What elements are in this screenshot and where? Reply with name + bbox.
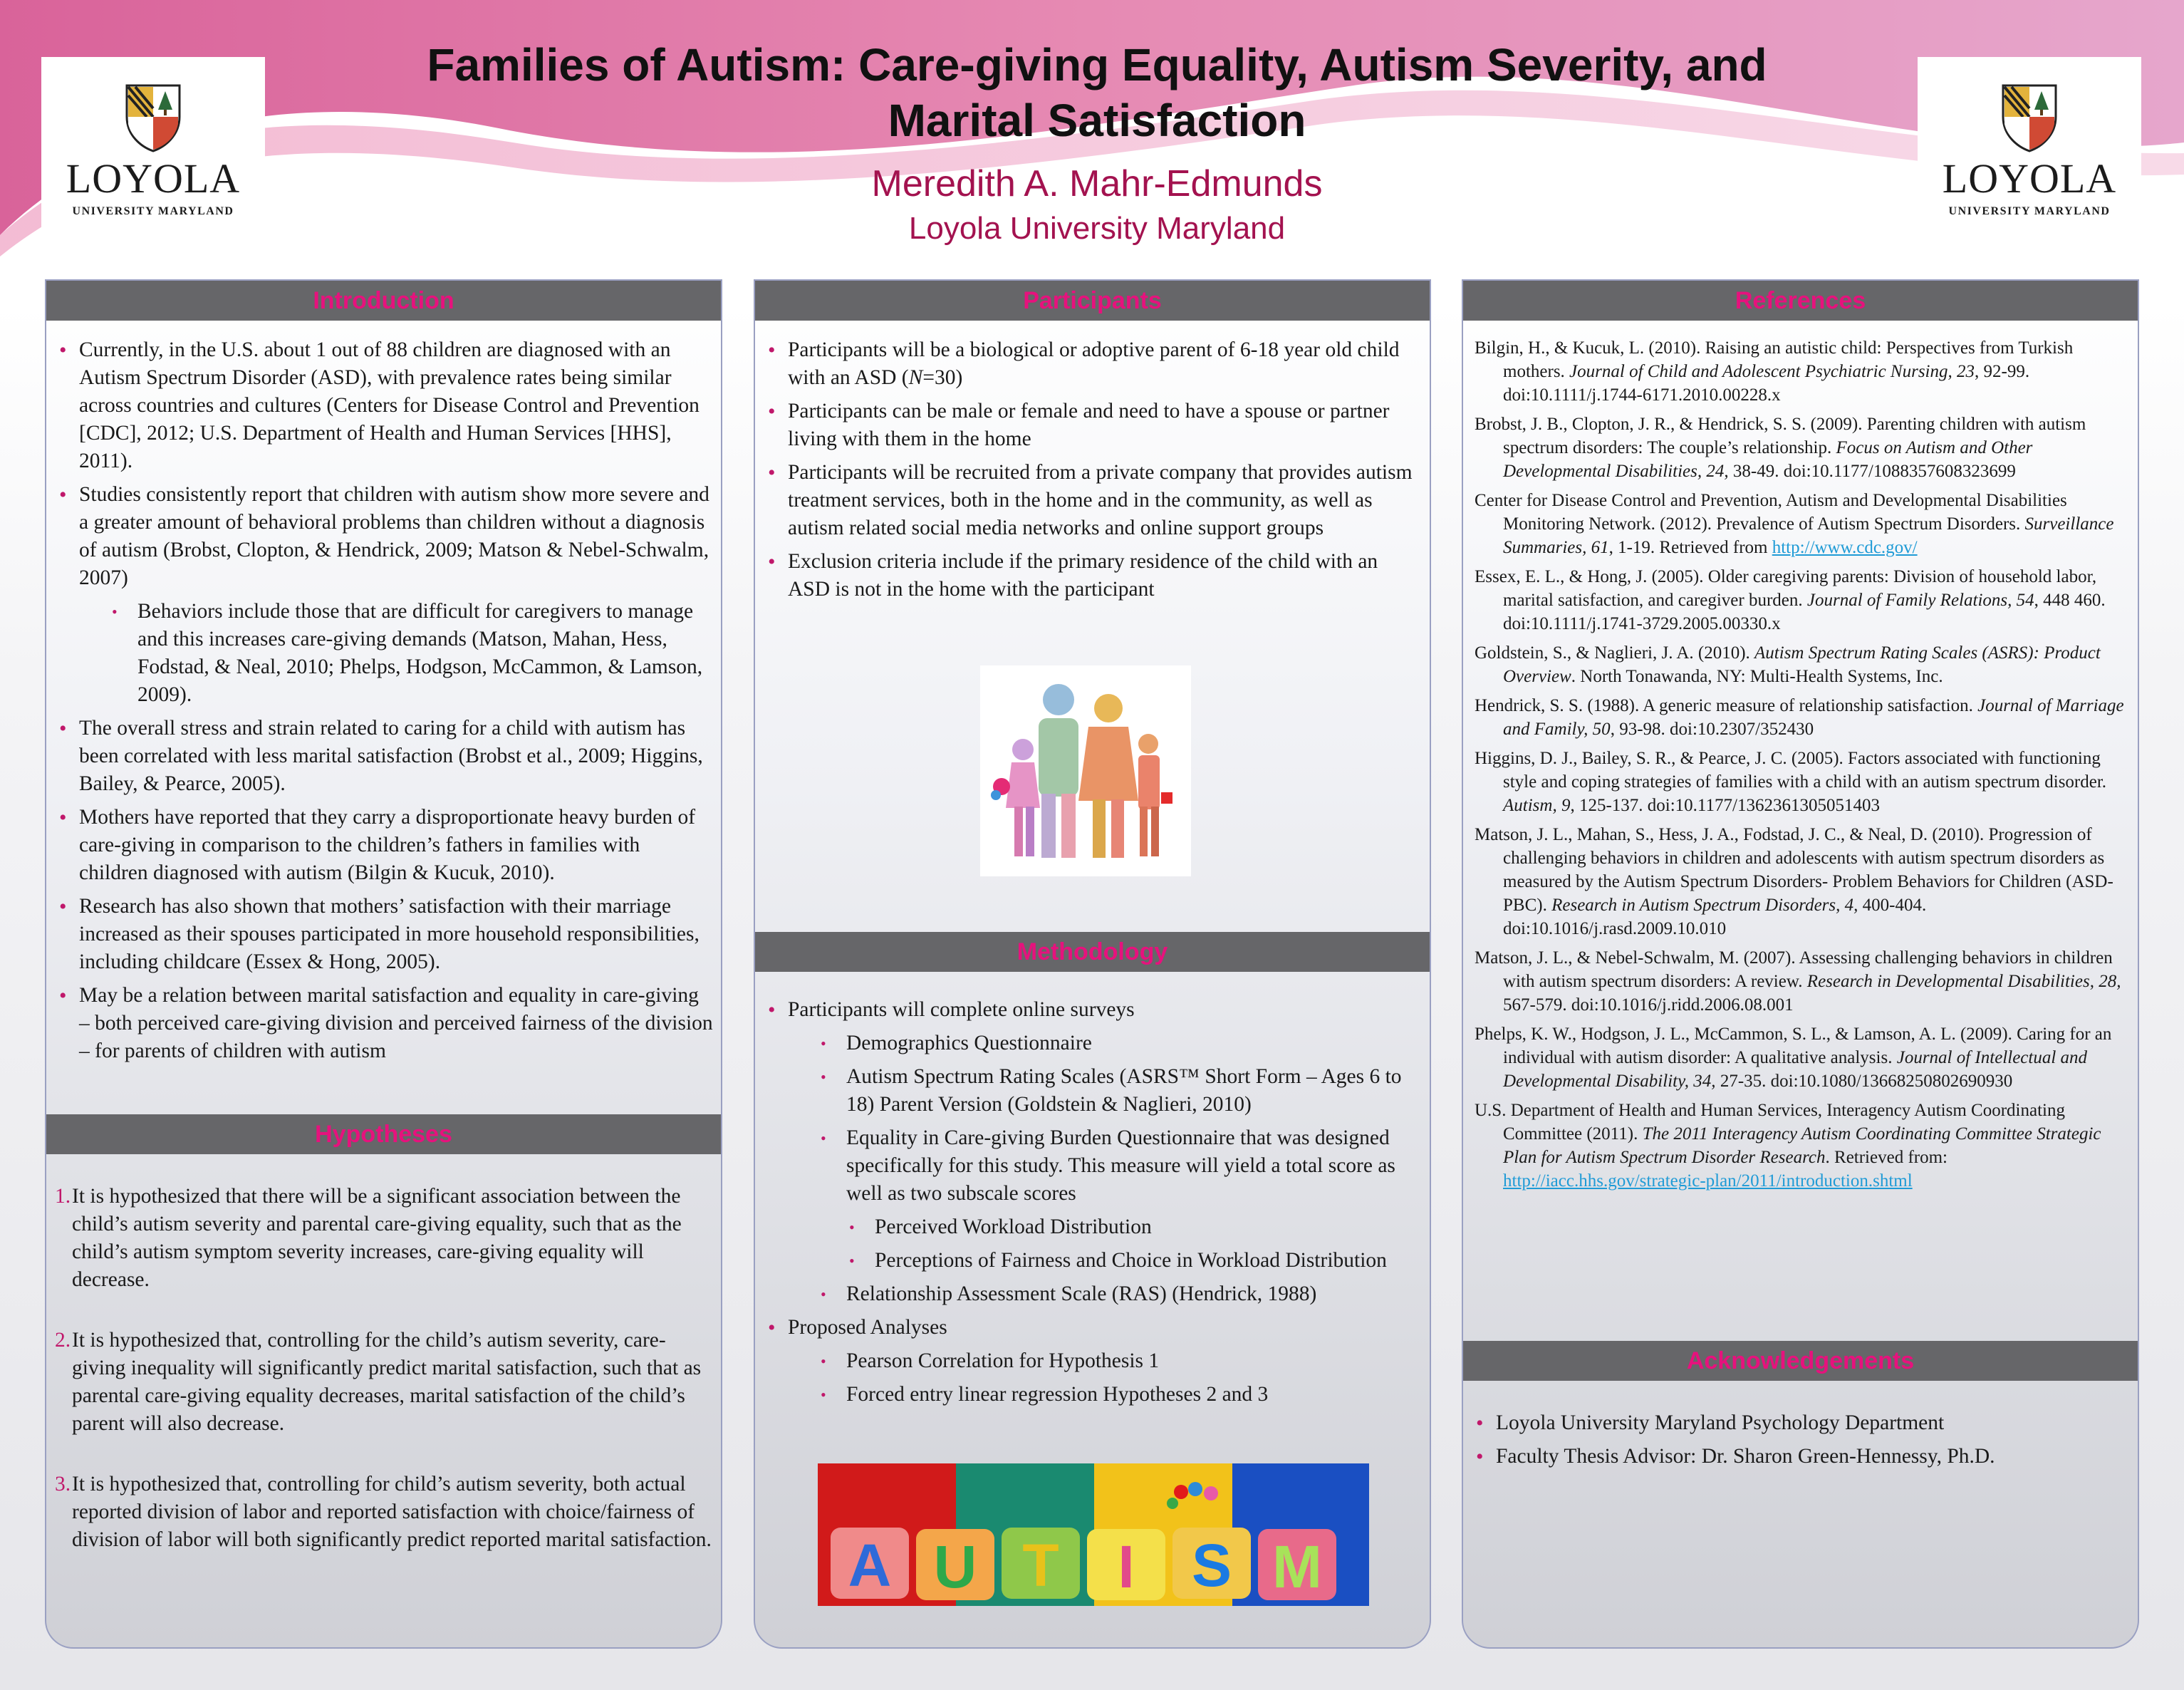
- logo-wordmark: LOYOLA: [66, 155, 241, 202]
- author-name: Meredith A. Mahr-Edmunds: [871, 163, 1323, 204]
- reference-entry: Matson, J. L., Mahan, S., Hess, J. A., Fodstad, J. C., & Neal, D. (2010). Progression of challenging behaviors in children and adolescents with autism spectrum disorders as measured by the Autism Spectrum Disorders- Problem Behaviors for Children (ASD-PBC). Research in Autism Spectrum Disorders, 4, 400-404. doi:10.1016/j.rasd.2009.10.010: [1475, 825, 2113, 938]
- list-item: • Perceptions of Fairness and Choice in Workload Distribution: [759, 1247, 1422, 1275]
- logo-subtitle: UNIVERSITY MARYLAND: [72, 205, 234, 217]
- hypotheses-list: [48, 1183, 717, 1587]
- puzzle-letter: U: [933, 1533, 977, 1600]
- puzzle-letter: I: [1118, 1533, 1135, 1600]
- hypothesis-text: It is hypothesized that, controlling for the child’s autism severity, care-giving inequality will significantly predict marital satisfaction, such that as parental care-giving equality decreases, marital satisfaction of the child’s parent will also decrease.: [72, 1329, 702, 1435]
- acknowledgements-list: [1467, 1409, 2130, 1476]
- author-affiliation: Loyola University Maryland: [908, 211, 1286, 246]
- family-illustration: [980, 665, 1191, 876]
- puzzle-letter: M: [1272, 1533, 1322, 1600]
- hypothesis-text: It is hypothesized that, controlling for child’s autism severity, both actual reported division of labor and reported satisfaction with choice/fairness of division of labor will both significantly predict reported marital satisfaction.: [72, 1473, 712, 1551]
- participants-list: [759, 336, 1422, 609]
- loyola-logo-right: [1918, 57, 2141, 260]
- puzzle-letter: A: [848, 1532, 892, 1599]
- list-item: • Studies consistently report that children with autism show more severe and a greater amount of behavioral problems than children without a diagnosis of autism (Brobst, Clopton, & Hendrick, 2009; Matson & Nebel-Schwalm, 2007): [51, 481, 713, 592]
- list-item: • Research has also shown that mothers’ satisfaction with their marriage increased as their spouses participated in more household responsibilities, including childcare (Essex & Hong, 2005).: [51, 893, 713, 976]
- methodology-heading: Methodology: [755, 932, 1430, 972]
- list-item: • Relationship Assessment Scale (RAS) (Hendrick, 1988): [759, 1280, 1422, 1308]
- reference-entry: Bilgin, H., & Kucuk, L. (2010). Raising an autistic child: Perspectives from Turkish mothers. Journal of Child and Adolescent Psychiatric Nursing, 23, 92-99. doi:10.1111/j.1744-6171.2010.00228.x: [1475, 338, 2074, 405]
- reference-entry: Matson, J. L., & Nebel-Schwalm, M. (2007). Assessing challenging behaviors in children with autism spectrum disorders: A review. Research in Developmental Disabilities, 28, 567-579. doi:10.1016/j.ridd.2006.08.001: [1475, 948, 2121, 1015]
- reference-link[interactable]: http://iacc.hhs.gov/strategic-plan/2011/introduction.shtml: [1503, 1171, 1913, 1191]
- reference-entry: Center for Disease Control and Prevention, Autism and Developmental Disabilities Monitoring Network. (2012). Prevalence of Autism Spectrum Disorders. Surveillance Summaries, 61, 1-19. Retrieved from http://www.cdc.gov/: [1475, 491, 2114, 557]
- list-item: • Demographics Questionnaire: [759, 1030, 1422, 1057]
- list-item: • Exclusion criteria include if the primary residence of the child with an ASD is not in the home with the participant: [759, 548, 1422, 603]
- autism-puzzle-photo: [818, 1463, 1369, 1606]
- hypotheses-heading: Hypotheses: [46, 1114, 721, 1154]
- list-item: • Participants will complete online surveys: [759, 996, 1422, 1024]
- list-item: • May be a relation between marital satisfaction and equality in care-giving – both perceived care-giving division and perceived fairness of the division – for parents of children with autism: [51, 982, 713, 1065]
- reference-entry: Higgins, D. J., Bailey, S. R., & Pearce, J. C. (2005). Factors associated with functioning style and coping strategies of families with a child with an autism spectrum disorder. Autism, 9, 125-137. doi:10.1177/1362361305051403: [1475, 749, 2107, 815]
- reference-entry: Essex, E. L., & Hong, J. (2005). Older caregiving parents: Division of household labor, marital satisfaction, and caregiver burden. Journal of Family Relations, 54, 448 460. doi:10.1111/j.1741-3729.2005.00330.x: [1475, 567, 2106, 633]
- list-item: • Proposed Analyses: [759, 1314, 1422, 1342]
- hypothesis-number: 1.: [55, 1185, 71, 1208]
- list-item: • Perceived Workload Distribution: [759, 1213, 1422, 1241]
- introduction-list: [51, 336, 713, 1071]
- list-item: • Forced entry linear regression Hypotheses 2 and 3: [759, 1381, 1422, 1409]
- column-right: [1462, 279, 2139, 1649]
- acknowledgements-heading: Acknowledgements: [1463, 1341, 2138, 1381]
- column-middle: [754, 279, 1431, 1649]
- list-item: • Faculty Thesis Advisor: Dr. Sharon Green-Hennessy, Ph.D.: [1467, 1443, 2130, 1471]
- logo-wordmark: LOYOLA: [1942, 155, 2117, 202]
- list-item: • The overall stress and strain related to caring for a child with autism has been correlated with less marital satisfaction (Brobst et al., 2009; Higgins, Bailey, & Pearce, 2005).: [51, 715, 713, 798]
- references-heading: References: [1463, 281, 2138, 321]
- list-item: • Participants will be a biological or adoptive parent of 6-18 year old child with an ASD (N=30): [759, 336, 1422, 392]
- logo-subtitle: UNIVERSITY MARYLAND: [1948, 205, 2111, 217]
- puzzle-letter: T: [1022, 1532, 1059, 1599]
- reference-entry: U.S. Department of Health and Human Services, Interagency Autism Coordinating Committee (2011). The 2011 Interagency Autism Coordinating Committee Strategic Plan for Autism Spectrum Disorder Research. Retrieved from: http://iacc.hhs.gov/strategic-plan/2011/introduction.shtml: [1475, 1101, 2101, 1191]
- list-item: • Equality in Care-giving Burden Questionnaire that was designed specifically for this study. This measure will yield a total score as well as two subscale scores: [759, 1124, 1422, 1208]
- title-line-1: Families of Autism: Care-giving Equality, Autism Severity, and: [427, 39, 1767, 90]
- reference-entry: Brobst, J. B., Clopton, J. R., & Hendrick, S. S. (2009). Parenting children with autism spectrum disorders: The couple’s relationship. Focus on Autism and Other Developmental Disabilities, 24, 38-49. doi:10.1177/1088357608323699: [1475, 415, 2086, 481]
- reference-entry: Phelps, K. W., Hodgson, J. L., McCammon, S. L., & Lamson, A. L. (2009). Caring for an individual with autism disorder: A qualitative analysis. Journal of Intellectual and Developmental Disability, 34, 27-35. doi:10.1080/13668250802690930: [1475, 1025, 2112, 1091]
- references-list: [1475, 336, 2133, 1198]
- reference-link[interactable]: http://www.cdc.gov/: [1772, 538, 1918, 557]
- title-line-2: Marital Satisfaction: [888, 95, 1306, 146]
- list-item: • Loyola University Maryland Psychology Department: [1467, 1409, 2130, 1437]
- list-item: • Currently, in the U.S. about 1 out of 88 children are diagnosed with an Autism Spectrum Disorder (ASD), with prevalence rates being similar across countries and cultures (Centers for Disease Control and Prevention [CDC], 2012; U.S. Department of Health and Human Services [HHS], 2011).: [51, 336, 713, 475]
- hypothesis-text: It is hypothesized that there will be a significant association between the child’s autism severity and parental care-giving equality, such that as the child’s autism symptom severity increases, care-giving equality will decrease.: [72, 1185, 682, 1291]
- list-item: • Participants can be male or female and need to have a spouse or partner living with them in the home: [759, 398, 1422, 453]
- crest-icon: [123, 81, 184, 152]
- puzzle-letter: S: [1191, 1532, 1232, 1599]
- reference-entry: Goldstein, S., & Naglieri, J. A. (2010). Autism Spectrum Rating Scales (ASRS): Product Overview. North Tonawanda, NY: Multi-Health Systems, Inc.: [1475, 643, 2101, 686]
- list-item: • Participants will be recruited from a private company that provides autism treatment services, both in the home and in the community, as well as autism related social media networks and online support groups: [759, 459, 1422, 542]
- participants-heading: Participants: [755, 281, 1430, 321]
- loyola-logo-left: [41, 57, 265, 260]
- list-item: • Mothers have reported that they carry a disproportionate heavy burden of care-giving in comparison to the children’s fathers in families with children diagnosed with autism (Bilgin & Kucuk, 2010).: [51, 804, 713, 887]
- column-left: [45, 279, 722, 1649]
- hypothesis-number: 2.: [55, 1329, 71, 1352]
- poster-title: [299, 37, 1895, 148]
- list-item: [48, 1327, 717, 1438]
- introduction-heading: Introduction: [46, 281, 721, 321]
- methodology-list: [759, 996, 1422, 1414]
- list-item: [48, 1471, 717, 1554]
- list-item: • Autism Spectrum Rating Scales (ASRS™ Short Form – Ages 6 to 18) Parent Version (Goldstein & Naglieri, 2010): [759, 1063, 1422, 1119]
- list-item: • Pearson Correlation for Hypothesis 1: [759, 1347, 1422, 1375]
- reference-entry: Hendrick, S. S. (1988). A generic measure of relationship satisfaction. Journal of Marriage and Family, 50, 93-98. doi:10.2307/352430: [1475, 696, 2124, 739]
- list-item: [48, 1183, 717, 1294]
- crest-icon: [1999, 81, 2060, 152]
- list-item: • Behaviors include those that are difficult for caregivers to manage and this increases care-giving demands (Matson, Mahan, Hess, Fodstad, & Neal, 2010; Phelps, Hodgson, McCammon, & Lamson, 2009).: [51, 598, 713, 709]
- hypothesis-number: 3.: [55, 1473, 71, 1495]
